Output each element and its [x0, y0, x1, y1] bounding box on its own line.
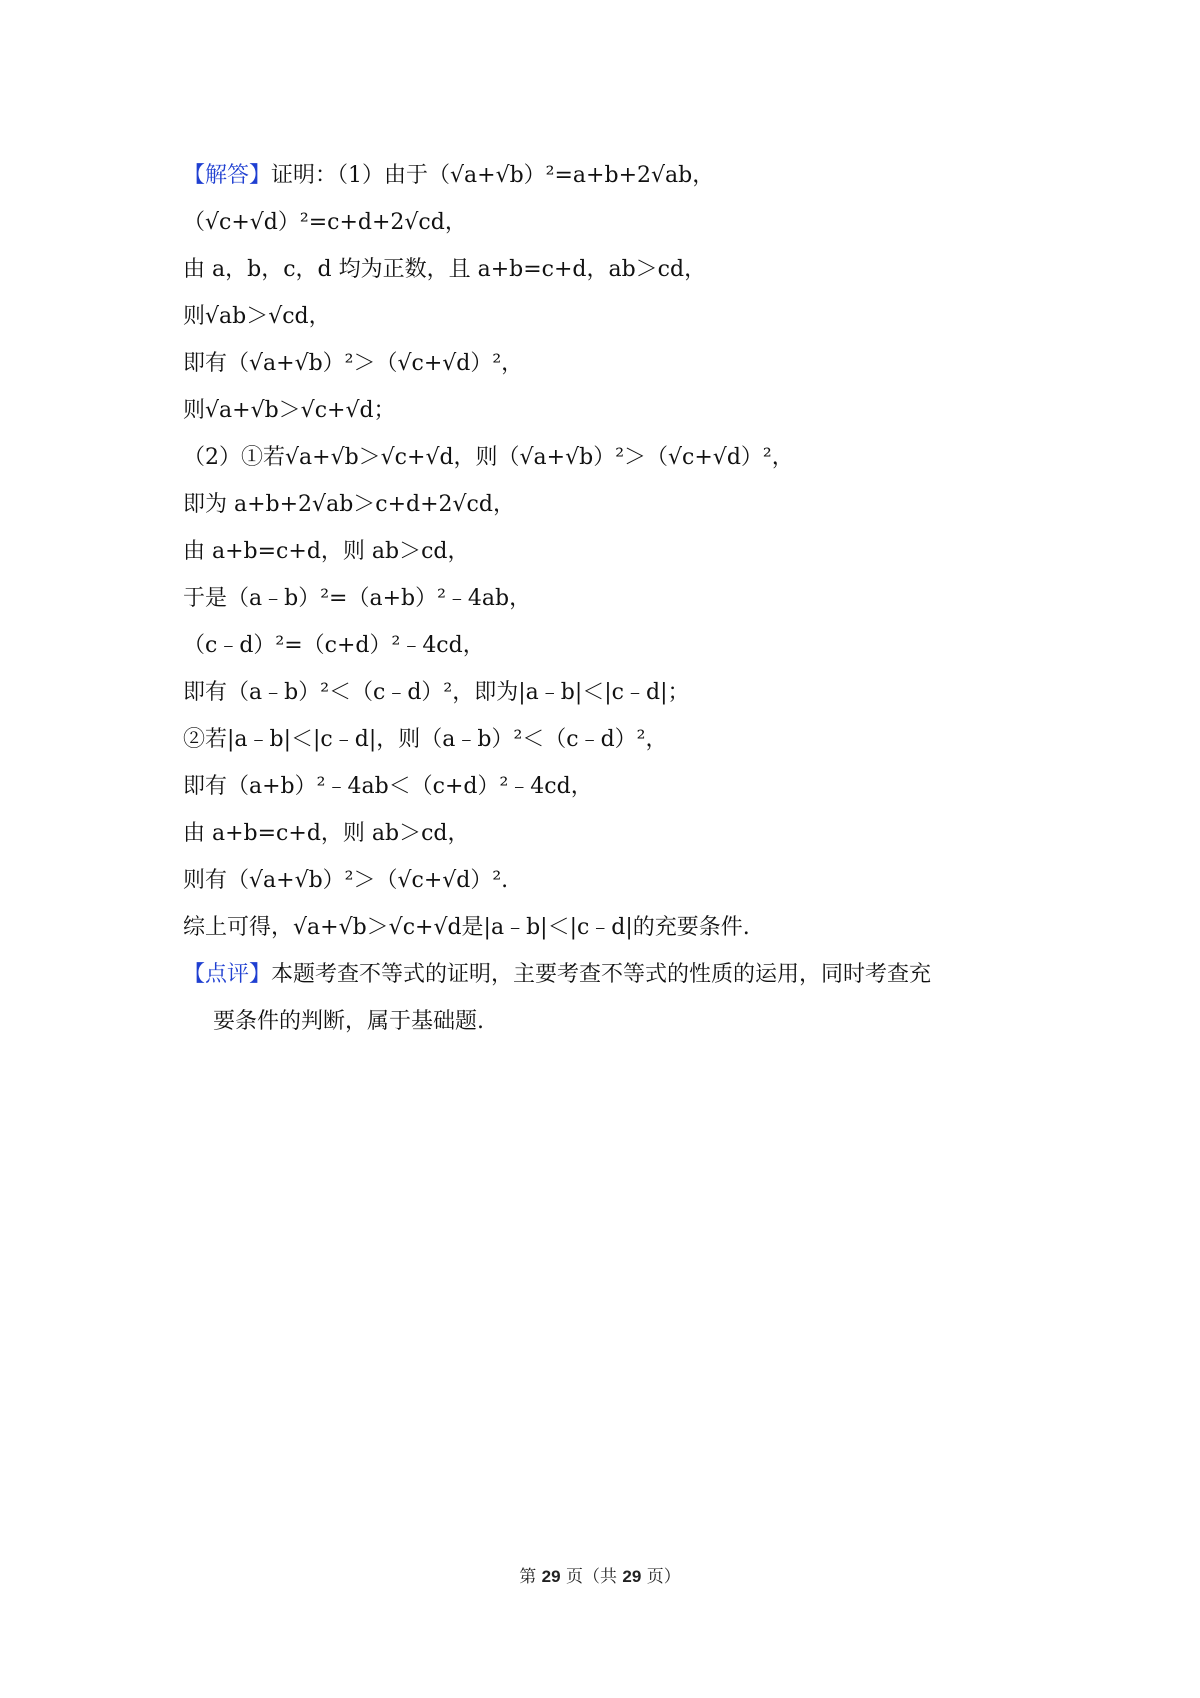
solution-label: 【解答】	[183, 163, 272, 188]
solution-line-2: （√c+√d）²=c+d+2√cd，	[183, 210, 467, 235]
solution-line-16: 则有（√a+√b）²＞（√c+√d）².	[183, 868, 509, 893]
comment-line-1	[183, 951, 1043, 998]
solution-line-11: （c﹣d）²=（c+d）²﹣4cd，	[183, 633, 485, 658]
comment-label: 【点评】	[183, 962, 272, 987]
solution-line-1-text: 证明：（1）由于（√a+√b）²=a+b+2√ab，	[271, 163, 715, 188]
solution-line-13: ②若|a﹣b|＜|c﹣d|，则（a﹣b）²＜（c﹣d）²，	[183, 727, 668, 752]
solution-line-15: 由 a+b=c+d，则 ab＞cd，	[183, 821, 470, 846]
solution-line-14: 即有（a+b）²﹣4ab＜（c+d）²﹣4cd，	[183, 774, 593, 799]
solution-line-6: 则√a+√b＞√c+√d；	[183, 398, 396, 423]
footer-middle: 页（共	[560, 1567, 623, 1587]
footer-page-number: 29	[541, 1567, 561, 1586]
solution-line-12: 即有（a﹣b）²＜（c﹣d）²，即为|a﹣b|＜|c﹣d|；	[183, 680, 690, 705]
solution-line-9: 由 a+b=c+d，则 ab＞cd，	[183, 539, 470, 564]
solution-line-17: 综上可得，√a+√b＞√c+√d是|a﹣b|＜|c﹣d|的充要条件.	[183, 915, 750, 940]
solution-line-3: 由 a，b，c，d 均为正数，且 a+b=c+d，ab＞cd，	[183, 257, 707, 282]
solution-body	[183, 152, 1043, 1045]
solution-line-10: 于是（a﹣b）²=（a+b）²﹣4ab，	[183, 586, 532, 611]
solution-line-7: （2）①若√a+√b＞√c+√d，则（√a+√b）²＞（√c+√d）²，	[183, 445, 794, 470]
solution-line-5: 即有（√a+√b）²＞（√c+√d）²，	[183, 351, 524, 376]
comment-text-1: 本题考查不等式的证明，主要考查不等式的性质的运用，同时考查充	[271, 962, 932, 987]
footer-suffix: 页）	[641, 1567, 681, 1587]
solution-line-8: 即为 a+b+2√ab＞c+d+2√cd，	[183, 492, 515, 517]
solution-line-4: 则√ab＞√cd，	[183, 304, 331, 329]
solution-line-1	[183, 152, 1043, 199]
footer-prefix: 第	[519, 1567, 542, 1587]
footer-total-pages: 29	[622, 1567, 642, 1586]
comment-line-2: 要条件的判断，属于基础题.	[213, 1009, 484, 1034]
page-footer	[0, 1562, 1200, 1587]
